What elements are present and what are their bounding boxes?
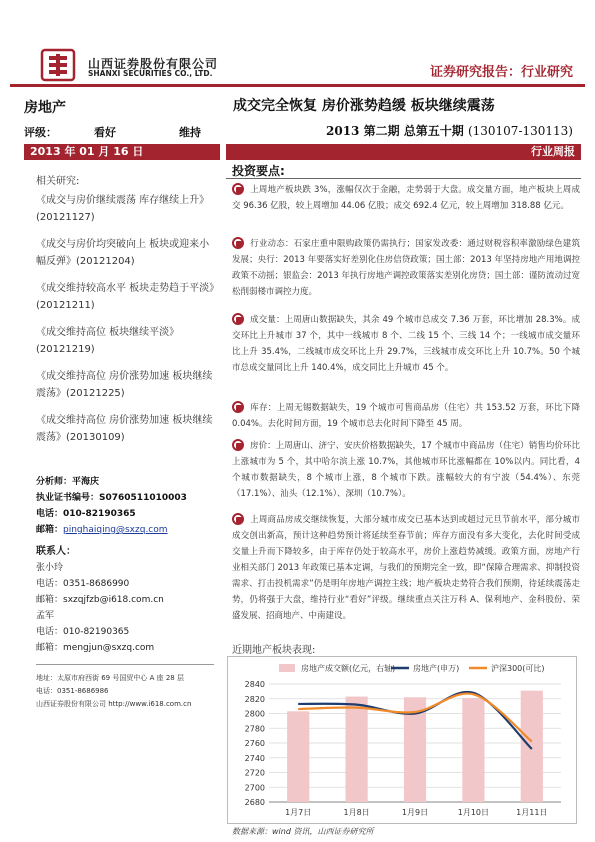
license-number: S0760511010003 (99, 493, 187, 503)
header-rule (10, 84, 585, 87)
y-tick-label: 2680 (244, 798, 265, 807)
phone-label: 电话： (36, 579, 64, 589)
rating-label: 评级： (24, 126, 57, 139)
company-name-en: SHANXI SECURITIES CO., LTD. (88, 69, 213, 78)
rating-line (24, 124, 219, 140)
analyst-label: 分析师： (36, 477, 73, 487)
key-point-paragraph: 成交量：上周唐山数据缺失，其余 49 个城市总成交 7.36 万套，环比增加 28.3%。成交环比上升城市 37 个，其中一线城市 8 个、二线 15 个、三线 14 个；一线城市成交量环比上升 35.4%，二线城市成交环比上升 29.7%，三线城市成交环比上升 10.7%。50 个城市总成交量同比上升 140.4%，成交同比上升城市 45 个。 (232, 315, 580, 373)
related-research-item[interactable]: 《成交与房价继续震荡 库存继续上升》(20121127) (36, 195, 210, 223)
contact-phone: 0351-8686990 (63, 579, 130, 589)
address-label: 地址： (36, 674, 57, 682)
footer-site[interactable]: 山西证券股份有限公司 http://www.i618.com.cn (36, 700, 192, 708)
analyst-email-link[interactable]: pinghaiqing@sxzq.com (63, 525, 168, 535)
y-tick-label: 2780 (244, 724, 265, 734)
x-tick-label: 1月9日 (401, 808, 429, 817)
bar (462, 698, 484, 802)
address-text: 太原市府西街 69 号国贸中心 A 座 28 层 (57, 674, 184, 682)
sector-performance-chart (227, 656, 577, 824)
contact-phone: 010-82190365 (63, 627, 130, 637)
legend-label: 沪深300(可比) (491, 664, 545, 673)
related-research-item[interactable]: 《成交维持高位 板块继续平淡》(20121219) (36, 327, 180, 355)
y-tick-label: 2840 (244, 680, 265, 689)
company-name-cn: 山西证券股份有限公司 (88, 57, 219, 71)
bar (521, 691, 543, 802)
bullet-icon (232, 237, 242, 247)
report-date: 2013 年 01 月 16 日 (24, 144, 220, 160)
rating-status: 维持 (179, 126, 201, 139)
data-source: 数据来源：wind 资讯，山西证券研究所 (232, 827, 374, 836)
x-tick-label: 1月11日 (516, 808, 548, 817)
email-label: 邮箱： (36, 595, 64, 605)
key-point-paragraph: 上周地产板块跌 3%，涨幅仅次于金融，走势弱于大盘。成交量方面，地产板块上周成交 96.36 亿股，较上周增加 44.06 亿股；成交 692.4 亿元，较上周增加 318.88 亿元。 (232, 185, 580, 211)
company-address (36, 672, 221, 711)
chart-title: 近期地产板块表现: (232, 645, 316, 656)
phone-label: 电话： (36, 687, 57, 695)
y-tick-label: 2720 (244, 768, 265, 778)
license-label: 执业证书编号： (36, 493, 100, 503)
x-tick-label: 1月10日 (457, 808, 490, 817)
issue-code: (130107-130113) (467, 124, 573, 138)
chart-svg (227, 656, 577, 824)
contact-email[interactable]: sxzqjfzb@i618.com.cn (63, 595, 164, 605)
legend-label: 房地产成交额(亿元，右轴) (301, 664, 396, 673)
bar (287, 711, 309, 802)
key-point-paragraph: 房价：上周唐山、济宁、安庆价格数据缺失，17 个城市中商品房（住宅）销售均价环比上涨城市为 5 个，其中哈尔滨上涨 10.7%，其他城市环比涨幅都在 10%以内。同比看，4 个城市数据缺失，8 个城市上涨，8 个城市下跌。涨幅较大的有宁波（54.4%）、东莞（17.1%）、汕头（12.1%）、深圳（10.7%）。 (232, 441, 580, 499)
y-tick-label: 2740 (244, 753, 265, 763)
company-logo (40, 48, 76, 82)
contact-name: 孟军 (36, 611, 55, 621)
weekly-label: 行业周报 (226, 144, 581, 160)
key-point-paragraph: 库存：上周无锡数据缺失，19 个城市可售商品房（住宅）共 153.52 万套，环比下降 0.04%。去化时间方面，19 个城市总去化时间下降至 45 周。 (232, 403, 580, 429)
legend-swatch (279, 664, 295, 672)
bullet-icon (232, 513, 242, 523)
report-header (0, 0, 595, 96)
bullet-icon (232, 401, 242, 411)
email-label: 邮箱： (36, 643, 64, 653)
analyst-phone: 010-82190365 (63, 509, 136, 519)
contact-name: 张小玲 (36, 563, 64, 573)
sector-name: 房地产 (24, 100, 66, 116)
contacts-heading: 联系人： (36, 546, 76, 557)
issue-number: 2013 第二期 总第五十期 (326, 124, 464, 138)
related-research-heading: 相关研究: (36, 176, 80, 187)
y-tick-label: 2700 (244, 783, 265, 793)
report-type: 证券研究报告：行业研究 (429, 65, 573, 80)
report-title: 成交完全恢复 房价涨势趋缓 板块继续震荡 (233, 98, 495, 114)
rating-value: 看好 (94, 126, 116, 139)
x-tick-label: 1月8日 (343, 808, 370, 817)
key-point-paragraph: 行业动态：石家庄重申限购政策仍需执行；国家发改委：通过财税容积率激励绿色建筑发展；央行：2013 年要落实好差别化住房信贷政策；国土部：2013 年坚持房地产用地调控政策不动摇；银监会：2013 年执行房地产调控政策落实差别化房贷；国土部：谨防流动过宽松削弱楼市调控力度。 (232, 239, 580, 297)
bullet-icon (232, 313, 242, 323)
footer-phone: 0351-8686986 (57, 687, 109, 695)
x-tick-label: 1月7日 (285, 808, 312, 817)
key-points-rule (226, 178, 581, 179)
key-points-heading: 投资要点: (232, 164, 285, 178)
issue-line (326, 122, 573, 139)
y-tick-label: 2800 (244, 709, 265, 719)
analyst-name: 平海庆 (72, 477, 100, 487)
sidebar-divider (36, 664, 214, 665)
related-research-item[interactable]: 《成交维持较高水平 板块走势趋于平淡》(20121211) (36, 283, 215, 311)
bullet-icon (232, 183, 242, 193)
contact-email[interactable]: mengjun@sxzq.com (63, 643, 155, 653)
related-research-item[interactable]: 《成交维持高位 房价涨势加速 板块继续震荡》(20121225) (36, 371, 213, 399)
phone-label: 电话： (36, 627, 64, 637)
bar (346, 697, 368, 802)
key-point-paragraph: 上周商品房成交继续恢复，大部分城市成交已基本达到或超过元旦节前水平，部分城市成交创出新高，预计这种趋势预计将延续至春节前；库存方面没有多大变化，去化时间受成交量上升而下降较多，由于库存仍处于较高水平，房价上涨趋势减缓。政策方面，房地产行业相关部门 2013 年政策已基本定调，与我们的预期完全一致，即“保障合理需求、抑制投资需求、打击投机需求”仍是明年房地产调控主线；地产板块走势符合我们预期，待延续震荡走势，仍将强于大盘，维持行业“看好”评级。继续重点关注万科 A、保利地产、金科股份、荣盛发展、招商地产、中南建设。 (232, 515, 580, 621)
y-tick-label: 2760 (244, 739, 265, 748)
bullet-icon (232, 439, 242, 449)
email-label: 邮箱： (36, 525, 64, 535)
analyst-info (36, 474, 221, 656)
legend-label: 房地产(申万) (413, 664, 460, 673)
phone-label: 电话： (36, 509, 64, 519)
y-tick-label: 2820 (244, 694, 265, 704)
related-research-item[interactable]: 《成交维持高位 房价涨势加速 板块继续震荡》(20130109) (36, 415, 213, 443)
related-research-item[interactable]: 《成交与房价均突破向上 板块或迎来小幅反弹》(20121204) (36, 239, 210, 267)
